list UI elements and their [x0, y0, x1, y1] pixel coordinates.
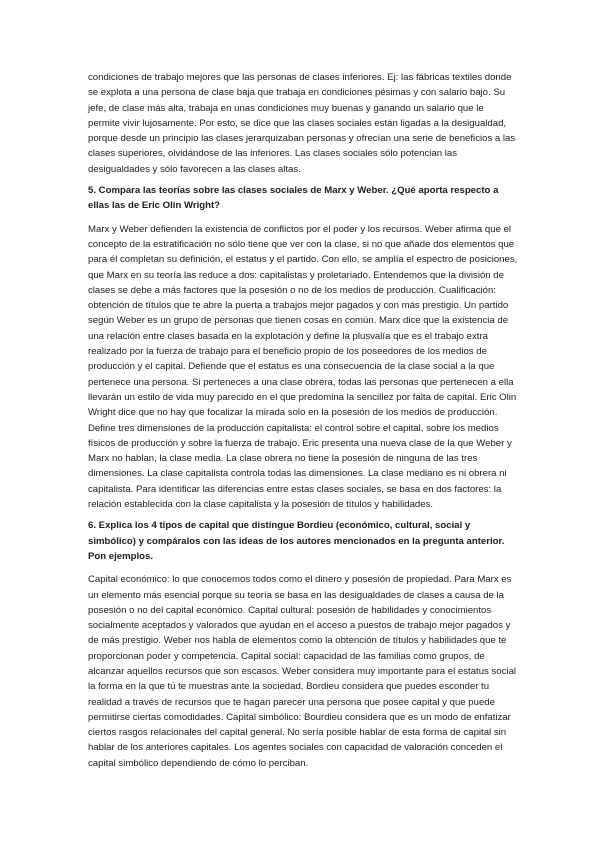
question-6-heading: 6. Explica los 4 tipos de capital que distingue Bordieu (económico, cultural, social y simbólico) y compáralos con las ideas de los autores mencionados en la pregunta anterior. Pon ejemplos.: [88, 520, 505, 562]
spacer: [88, 564, 518, 572]
document-page: [88, 70, 518, 771]
intro-paragraph: condiciones de trabajo mejores que las personas de clases inferiores. Ej: las fábricas textiles donde se explota a una persona de clase baja que trabaja en condiciones pésimas y con salario bajo. Su jefe, de clase más alta, trabaja en unas condiciones muy buenas y ganando un salario que le permite vivir lujosamente. Por esto, se dice que las clases sociales están ligadas a la desigualdad, porque desde un principio las clases jerarquizaban personas y ofrecían una serie de beneficios a las clases superiores, olvidándose de las inferiores. Las clases sociales sólo potencian las desigualdades y sólo favorecen a las clases altas.: [88, 72, 516, 175]
question-6-answer: Capital económico: lo que conocemos todos como el dinero y posesión de propiedad. Para Marx es un elemento más esencial porque su teoría se basa en las desigualdades de clases a causa de la posesión o no del capital económico. Capital cultural: posesión de habilidades y conocimientos socialmente aceptados y valorados que ayudan en el acceso a puestos de trabajo mejor pagados y de más prestigio. Weber nos habla de elementos como la obtención de títulos y habilidades que te proporcionan poder y competencia. Capital social: capacidad de las familias como grupos, de alcanzar aquellos recursos que son escasos. Weber considera muy importante para el estatus social la forma en la que tú te muestras ante la sociedad. Bordieu considera que puedes esconder tu realidad a través de recursos que te hagan parecer una persona que posee capital y que puede permitirse ciertas comodidades. Capital simbólico: Bourdieu considera que es un modo de enfatizar ciertos rasgos relacionales del capital general. No sería posible hablar de esta forma de capital sin hablar de los anteriores capitales. Los agentes sociales con capacidad de valoración conceden el capital simbólico dependiendo de cómo lo perciban.: [88, 574, 517, 769]
question-5-answer: Marx y Weber defienden la existencia de conflictos por el poder y los recursos. Weber afirma que el concepto de la estratificación no sólo tiene que ver con la clase, si no que añade dos elementos que para él completan su definición, el estatus y el partido. Con ello, se amplía el espectro de posiciones, que Marx en su teoría las reduce a dos: capitalistas y proletariado. Entendemos que la división de clases se debe a más factores que la posesión o no de los medios de producción. Cualificación: obtención de títulos que te abre la puerta a trabajos mejor pagados y con más prestigio. Un partido según Weber es un grupo de personas que tienen cosas en común. Marx dice que la existencia de una relación entre clases basada en la explotación y define la plusvalía que es el trabajo extra realizado por la fuerza de trabajo para el beneficio propio de los poseedores de los medios de producción y el capital. Defiende que el estatus es una consecuencia de la clase social a la que pertenece una persona. Si perteneces a una clase obrera, todas las personas que pertenecen a ella llevarán un estilo de vida muy parecido en el que predomina la sencillez por falta de capital. Eric Olin Wright dice que no hay que focalizar la mirada solo en la posesión de los medios de producción. Define tres dimensiones de la producción capitalista: el control sobre el capital, sobre los medios físicos de producción y sobre la fuerza de trabajo. Eric presenta una nueva clase de la que Weber y Marx no hablan, la clase media. La clase obrera no tiene la posesión de ninguna de las tres dimensiones. La clase capitalista controla todas las dimensiones. La clase mediano es ni obrera ni capitalista. Para identificar las diferencias entre estas clases sociales, se basa en dos factores: la relación establecida con la clase capitalista y la posesión de títulos y habilidades.: [88, 223, 518, 511]
question-5-heading: 5. Compara las teorías sobre las clases sociales de Marx y Weber. ¿Qué aporta respecto a ellas las de Eric Olin Wright?: [88, 185, 499, 212]
spacer: [88, 214, 518, 222]
